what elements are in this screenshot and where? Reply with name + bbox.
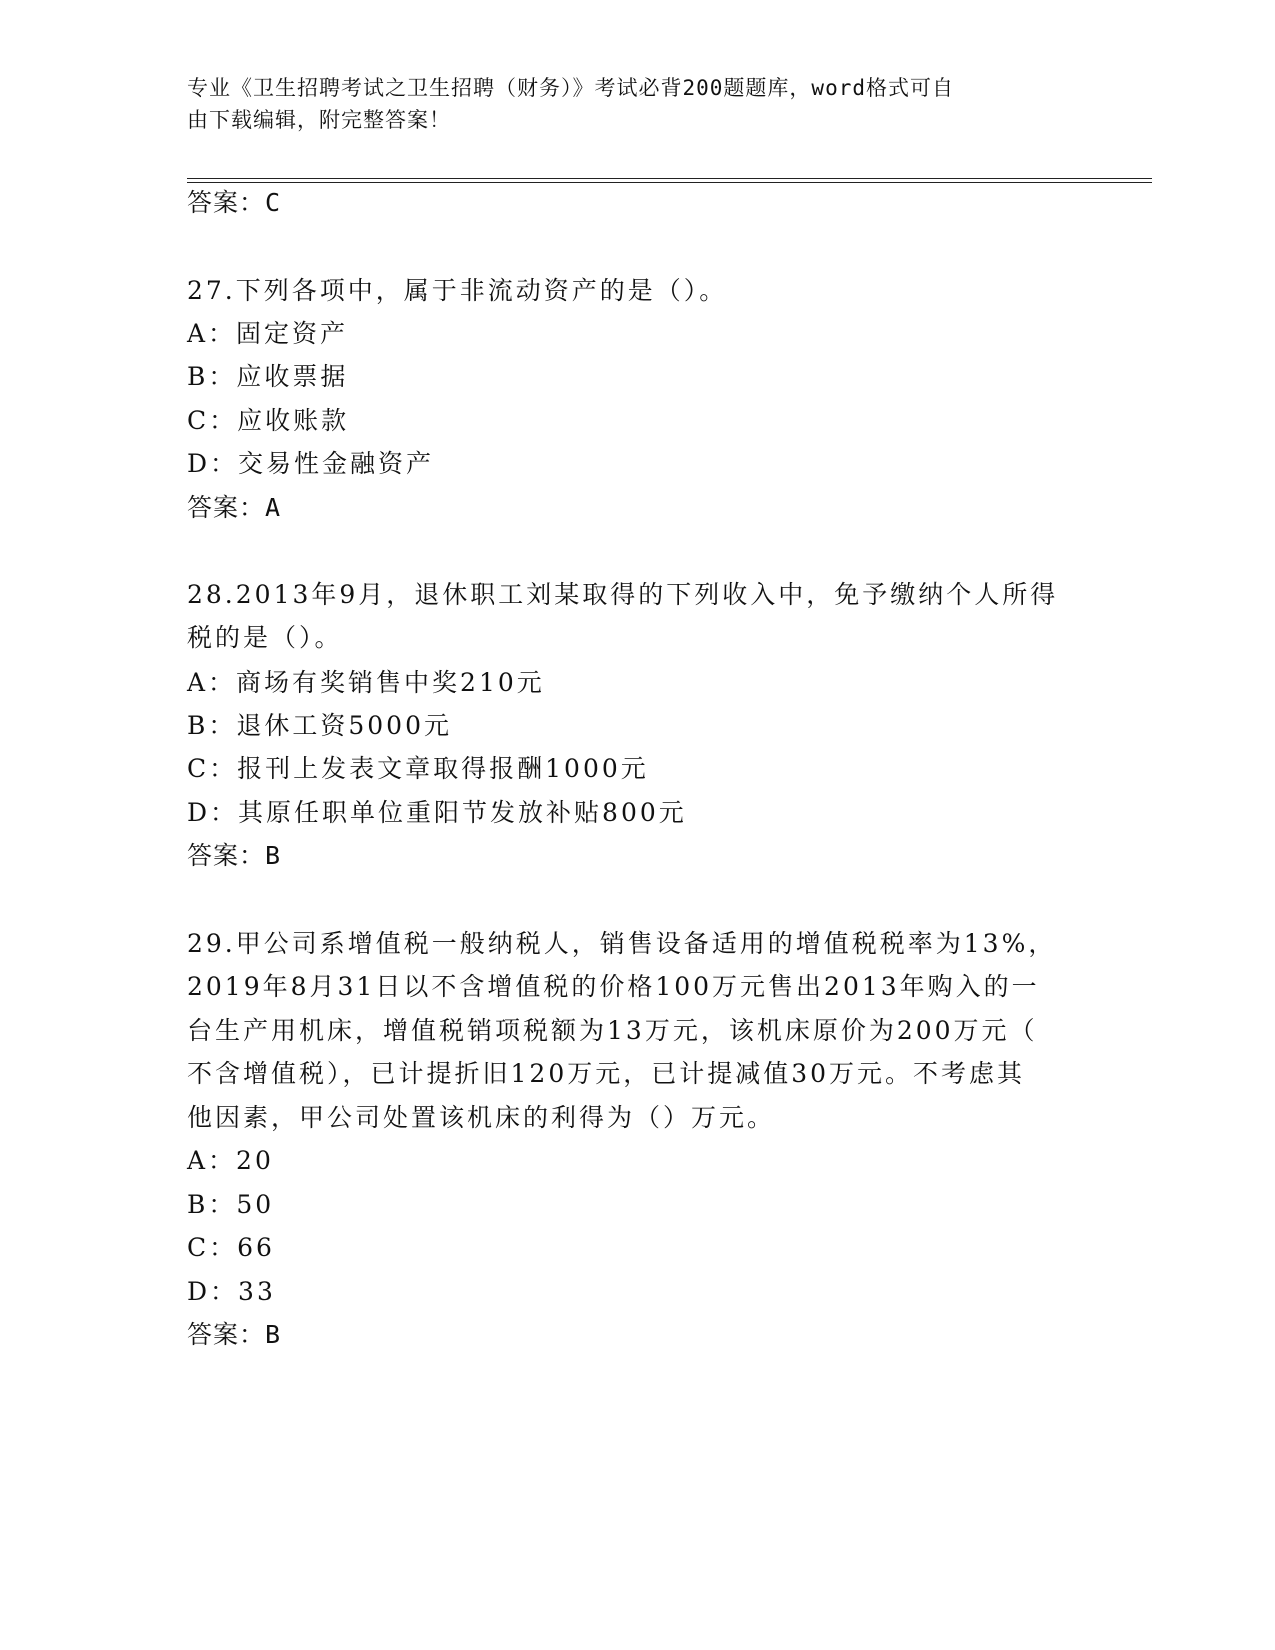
question-28-answer: [187, 841, 281, 871]
question-29-option-c: C：66: [187, 1233, 275, 1262]
question-29-stem-line-3: 台生产用机床，增值税销项税额为13万元，该机床原价为200万元（: [187, 1016, 1038, 1045]
question-27-option-a: A：固定资产: [187, 319, 349, 348]
question-29-answer: [187, 1320, 281, 1350]
question-28-option-b: B：退休工资5000元: [187, 711, 452, 740]
question-29-stem-line-5: 他因素，甲公司处置该机床的利得为（）万元。: [187, 1103, 776, 1132]
question-27-stem: 27.下列各项中，属于非流动资产的是（）。: [187, 276, 728, 305]
question-29-stem-line-4: 不含增值税），已计提折旧120万元，已计提减值30万元。不考虑其: [187, 1059, 1026, 1088]
question-27-option-b: B：应收票据: [187, 362, 349, 391]
answer-value: B: [265, 841, 282, 870]
question-28-stem-line-1: 28.2013年9月，退休职工刘某取得的下列收入中，免予缴纳个人所得: [187, 580, 1059, 609]
question-28-option-d: D：其原任职单位重阳节发放补贴800元: [187, 798, 687, 827]
question-27-option-d: D：交易性金融资产: [187, 449, 435, 478]
question-28-stem-line-2: 税的是（）。: [187, 623, 343, 652]
question-29-option-b: B：50: [187, 1190, 275, 1219]
answer-value: A: [265, 493, 282, 522]
question-29-option-a: A：20: [187, 1146, 274, 1175]
answer-value: C: [265, 188, 282, 217]
header-divider-bottom: [187, 182, 1152, 183]
answer-value: B: [265, 1320, 282, 1349]
answer-prev: [187, 188, 281, 218]
question-29-option-d: D：33: [187, 1277, 276, 1306]
question-29-stem-line-2: 2019年8月31日以不含增值税的价格100万元售出2013年购入的一: [187, 972, 1040, 1001]
question-28-option-c: C：报刊上发表文章取得报酬1000元: [187, 754, 649, 783]
header-line-2: 由下载编辑，附完整答案！: [187, 108, 451, 132]
question-28-option-a: A：商场有奖销售中奖210元: [187, 668, 545, 697]
header-divider-top: [187, 178, 1152, 179]
question-27-option-c: C：应收账款: [187, 406, 350, 435]
question-29-stem-line-1: 29.甲公司系增值税一般纳税人，销售设备适用的增值税税率为13%，: [187, 929, 1057, 958]
answer-label: 答案：: [187, 841, 266, 870]
answer-label: 答案：: [187, 1320, 266, 1349]
question-27-answer: [187, 493, 281, 523]
answer-label: 答案：: [187, 493, 266, 522]
document-header: [187, 72, 1067, 136]
answer-label: 答案：: [187, 188, 266, 217]
header-line-1: 专业《卫生招聘考试之卫生招聘（财务）》考试必背200题题库，word格式可自: [187, 76, 954, 100]
